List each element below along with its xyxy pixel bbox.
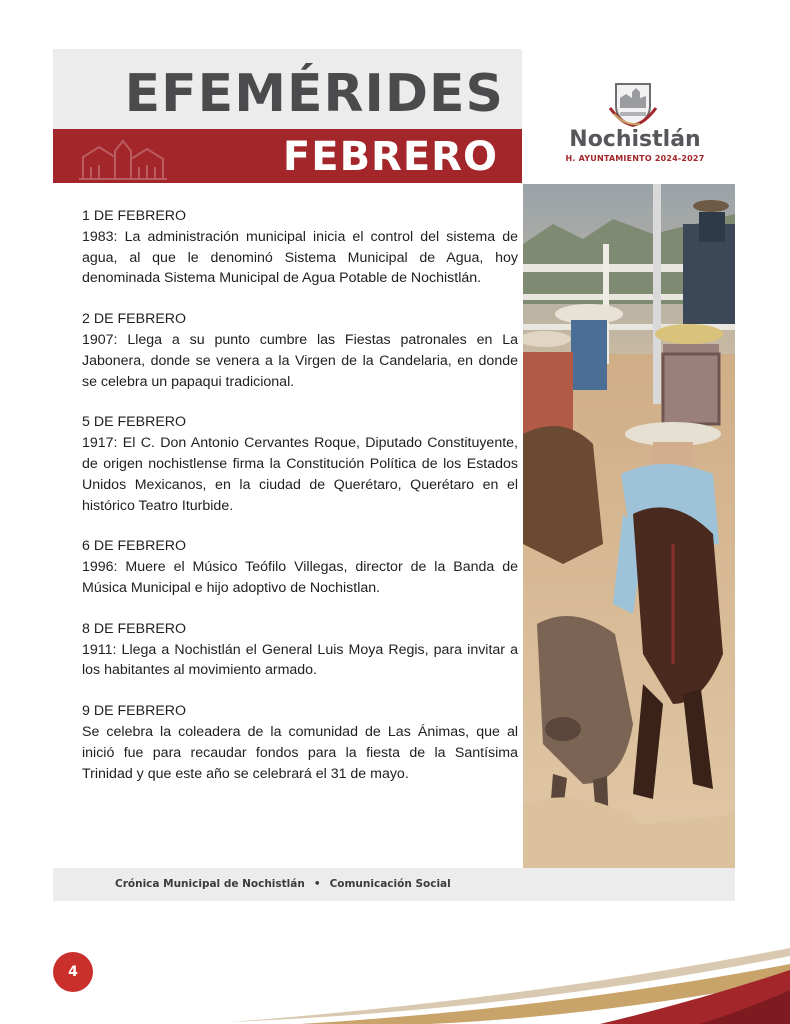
municipal-logo	[560, 74, 710, 174]
logo-name: Nochistlán	[569, 127, 701, 152]
header-title-band	[53, 49, 522, 129]
entry-text: 1917: El C. Don Antonio Cervantes Roque, Diputado Constituyente, de origen nochistlense firma la Constitución Política de los Estados Unidos Mexicanos, en la ciudad de Querétaro, Querétaro en el histórico Teatro Iturbide.	[82, 435, 518, 514]
page-subtitle: FEBRERO	[282, 134, 498, 180]
ephemerides-list	[82, 206, 518, 804]
entry-date: 9 DE FEBRERO	[82, 703, 187, 720]
entry-text: Se celebra la coleadera de la comunidad de Las Ánimas, que al inició fue para recaudar fondos para la fiesta de la Santísima Trinidad y que este año se celebrará el 31 de mayo.	[82, 723, 518, 782]
rodeo-illustration	[523, 184, 735, 868]
entry-text: 1983: La administración municipal inicia el control del sistema de agua, al que le denominó Sistema Municipal de Agua, hoy denominada Sistema Municipal de Agua Potable de Nochistlán.	[82, 228, 518, 287]
entry-date: 5 DE FEBRERO	[82, 414, 187, 431]
entry-date: 6 DE FEBRERO	[82, 538, 187, 555]
footer-credits	[115, 877, 451, 891]
entry-date: 8 DE FEBRERO	[82, 620, 187, 637]
entry-text: 1907: Llega a su punto cumbre las Fiestas patronales en La Jabonera, donde se venera a la Virgen de la Candelaria, en donde se celebra un papaqui tradicional.	[82, 331, 518, 390]
footer-left-text: Crónica Municipal de Nochistlán	[115, 878, 305, 890]
header-month-band	[53, 129, 522, 183]
footer-right-text: Comunicación Social	[329, 878, 451, 890]
page-title: EFEMÉRIDES	[124, 64, 504, 124]
page-number: 4	[53, 952, 93, 992]
list-item	[82, 701, 518, 784]
entry-text: 1911: Llega a Nochistlán el General Luis Moya Regis, para invitar a los habitantes al movimiento armado.	[82, 641, 518, 679]
page-footer	[53, 868, 735, 901]
entry-date: 2 DE FEBRERO	[82, 311, 187, 328]
footer-separator: •	[313, 878, 321, 890]
list-item	[82, 309, 518, 392]
logo-subtitle: H. AYUNTAMIENTO 2024-2027	[565, 154, 705, 163]
coat-of-arms-icon	[608, 78, 658, 128]
rodeo-photo	[523, 184, 735, 868]
entry-text: 1996: Muere el Músico Teófilo Villegas, director de la Banda de Música Municipal e hijo adoptivo de Nochistlan.	[82, 559, 518, 596]
list-item	[82, 206, 518, 289]
list-item	[82, 536, 518, 598]
church-watermark-icon	[77, 133, 169, 181]
list-item	[82, 412, 518, 516]
list-item	[82, 619, 518, 681]
decorative-swoosh	[0, 930, 790, 1024]
entry-date: 1 DE FEBRERO	[82, 208, 187, 224]
